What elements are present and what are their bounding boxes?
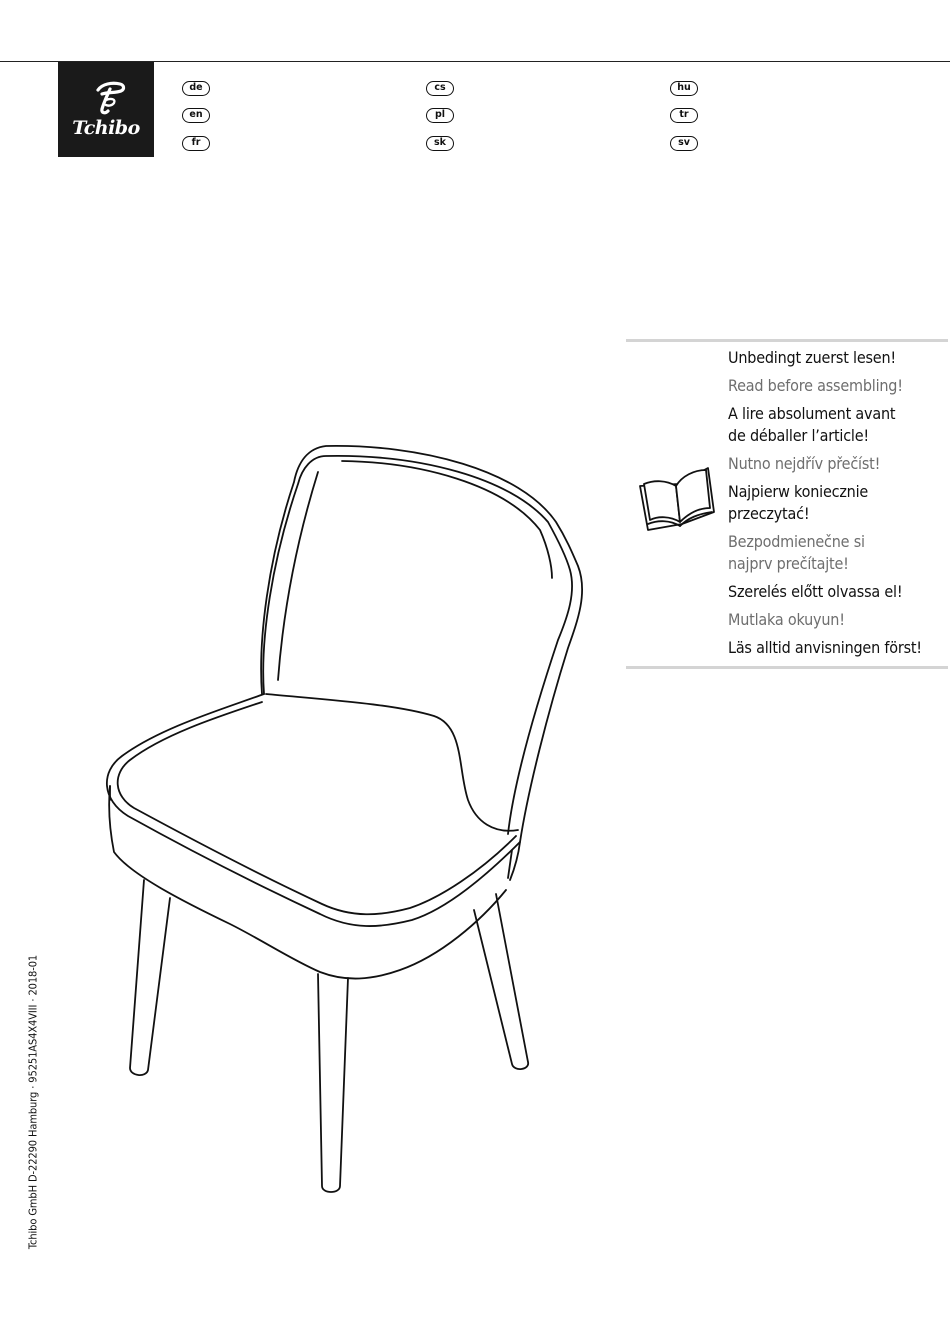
imprint-text: Tchibo GmbH D-22290 Hamburg · 95251AS4X4VIII · 2018-01 bbox=[26, 954, 40, 1250]
tchibo-logo bbox=[58, 62, 154, 157]
notice-top-rule bbox=[626, 339, 948, 342]
open-book-icon bbox=[636, 462, 718, 536]
notice-en: Read before assembling! bbox=[728, 376, 903, 395]
notice-sv: Läs alltid anvisningen först! bbox=[728, 638, 922, 657]
chair-illustration bbox=[100, 440, 590, 1200]
notice-pl-line2: przeczytać! bbox=[728, 504, 810, 523]
notice-pl-line1: Najpierw koniecznie bbox=[728, 482, 869, 501]
notice-sk-line2: najprv prečítajte! bbox=[728, 554, 849, 573]
language-badge-sv: sv bbox=[670, 136, 698, 151]
language-badge-tr: tr bbox=[670, 108, 698, 123]
language-badge-cs: cs bbox=[426, 81, 454, 96]
notice-fr-line2: de déballer l’article! bbox=[728, 426, 869, 445]
notice-tr: Mutlaka okuyun! bbox=[728, 610, 845, 629]
notice-de: Unbedingt zuerst lesen! bbox=[728, 348, 896, 367]
language-badge-sk: sk bbox=[426, 136, 454, 151]
notice-hu: Szerelés előtt olvassa el! bbox=[728, 582, 903, 601]
language-badge-en: en bbox=[182, 108, 210, 123]
language-badge-hu: hu bbox=[670, 81, 698, 96]
tchibo-logo-mark bbox=[58, 62, 154, 157]
language-badge-de: de bbox=[182, 81, 210, 96]
language-badge-pl: pl bbox=[426, 108, 454, 123]
notice-bottom-rule bbox=[626, 666, 948, 669]
language-badge-fr: fr bbox=[182, 136, 210, 151]
notice-sk-line1: Bezpodmienečne si bbox=[728, 532, 865, 551]
svg-text:Tchibo: Tchibo bbox=[72, 117, 140, 139]
notice-fr-line1: A lire absolument avant bbox=[728, 404, 896, 423]
notice-cs: Nutno nejdřív přečíst! bbox=[728, 454, 881, 473]
